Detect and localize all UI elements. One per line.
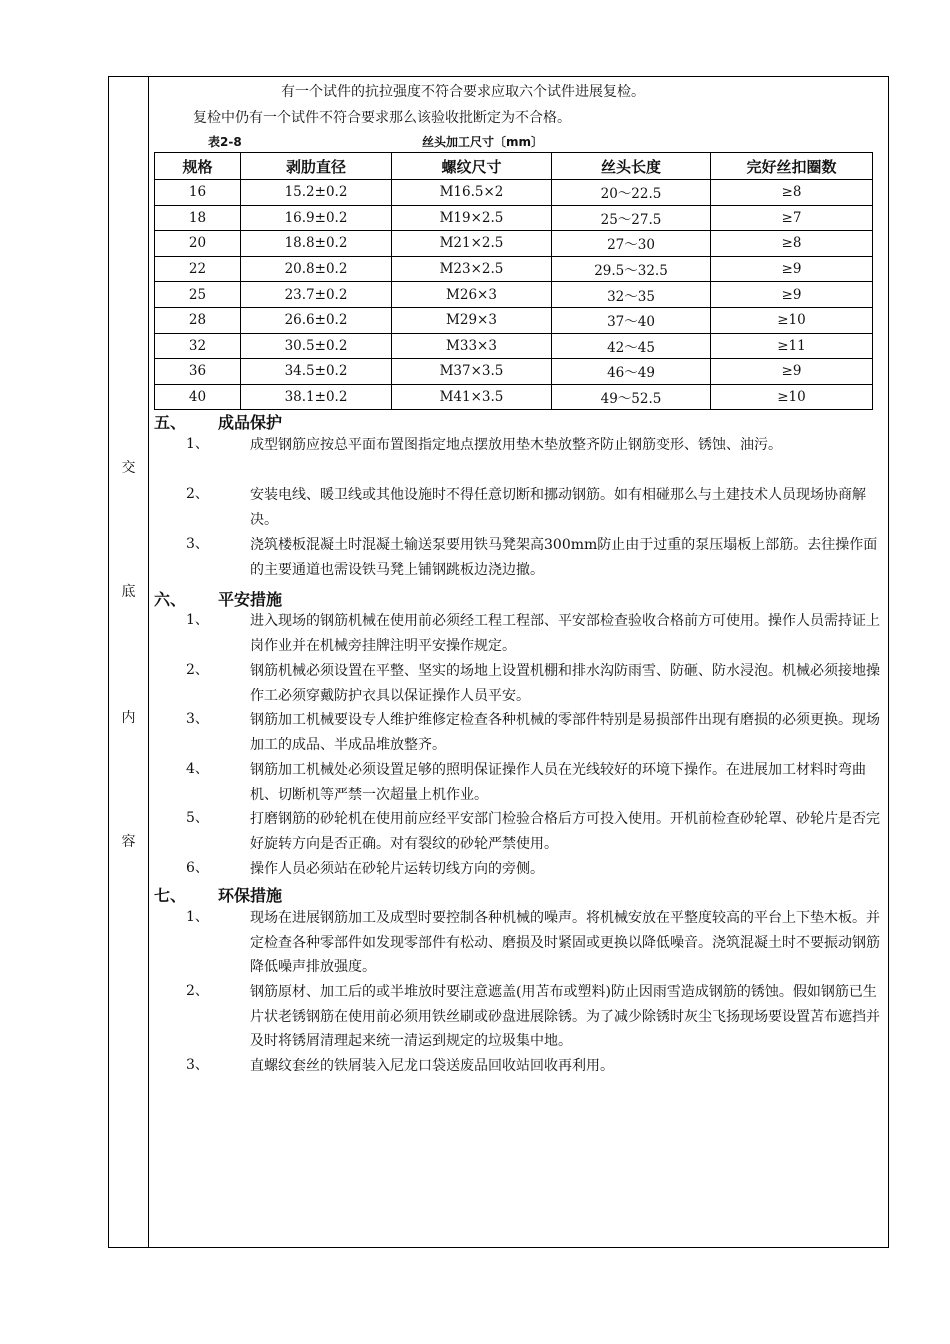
column-header: 规格 (155, 153, 241, 180)
item-number: 5、 (186, 810, 209, 826)
table-cell: ≥7 (711, 205, 873, 231)
table-cell: M33×3 (392, 333, 552, 359)
item-number: 3、 (186, 711, 209, 727)
table-cell: 37～40 (552, 307, 711, 333)
item-number: 1、 (186, 612, 209, 628)
table-cell: ≥8 (711, 180, 873, 206)
table-cell: 46～49 (552, 359, 711, 385)
column-header: 剥肋直径 (241, 153, 392, 180)
table-cell: 26.6±0.2 (241, 307, 392, 333)
table-row (155, 282, 873, 308)
item-text: 钢筋原材、加工后的或半堆放时要注意遮盖(用苫布或塑料)防止因雨雪造成钢筋的锈蚀。假如钢筋已生片状老锈钢筋在使用前必须用铁丝刷或砂盘进展除锈。为了减少除锈时灰尘飞扬现场要设置苫布遮挡并及时将锈屑清理起来统一清运到规定的垃圾集中地。 (250, 984, 880, 1050)
item-number: 2、 (186, 662, 209, 678)
table-cell: 18 (155, 205, 241, 231)
table-cell: ≥10 (711, 307, 873, 333)
section-number: 六、 (154, 590, 187, 609)
item-number: 3、 (186, 1057, 209, 1073)
list-item (154, 906, 884, 980)
table-cell: ≥8 (711, 231, 873, 257)
table-cell: ≥9 (711, 256, 873, 282)
section-number: 七、 (154, 886, 187, 905)
section-title: 成品保护 (218, 413, 283, 432)
item-number: 6、 (186, 860, 209, 876)
table-row (155, 384, 873, 410)
list-item (154, 659, 884, 708)
section-number: 五、 (154, 413, 187, 432)
table-cell: 32 (155, 333, 241, 359)
list-item (154, 483, 884, 532)
item-text: 钢筋机械必须设置在平整、坚实的场地上设置机棚和排水沟防雨雪、防砸、防水浸泡。机械必须接地操作工必须穿戴防护衣具以保证操作人员平安。 (250, 663, 880, 704)
side-label-char: 内 (121, 710, 136, 726)
list-item (154, 1054, 884, 1079)
list-item (154, 807, 884, 856)
list-item (154, 980, 884, 1054)
item-text: 钢筋加工机械要设专人维护维修定检查各种机械的零部件特别是易损部件出现有磨损的必须更换。现场加工的成品、半成品堆放整齐。 (250, 712, 880, 753)
item-text: 成型钢筋应按总平面布置图指定地点摆放用垫木垫放整齐防止钢筋变形、锈蚀、油污。 (250, 437, 782, 453)
section-title: 平安措施 (218, 590, 283, 609)
table-cell: 20～22.5 (552, 180, 711, 206)
table-body (155, 180, 873, 410)
table-cell: M23×2.5 (392, 256, 552, 282)
table-cell: 22 (155, 256, 241, 282)
table-cell: ≥10 (711, 384, 873, 410)
table-cell: 38.1±0.2 (241, 384, 392, 410)
table-cell: 15.2±0.2 (241, 180, 392, 206)
intro-line: 有一个试件的抗拉强度不符合要求应取六个试件进展复检。 (281, 84, 645, 100)
table-cell: 16.9±0.2 (241, 205, 392, 231)
table-header-row (155, 153, 873, 180)
table-row (155, 256, 873, 282)
table-cell: M21×2.5 (392, 231, 552, 257)
list-item (154, 433, 884, 458)
item-number: 3、 (186, 536, 209, 552)
thread-size-table (154, 152, 873, 410)
table-cell: 27～30 (552, 231, 711, 257)
table-cell: 34.5±0.2 (241, 359, 392, 385)
item-text: 安装电线、暖卫线或其他设施时不得任意切断和挪动钢筋。如有相碰那么与土建技术人员现场协商解决。 (250, 487, 866, 528)
item-number: 2、 (186, 486, 209, 502)
item-number: 2、 (186, 983, 209, 999)
table-cell: M37×3.5 (392, 359, 552, 385)
disclosure-form-frame (108, 76, 889, 1248)
list-item (154, 708, 884, 757)
side-label-column (109, 77, 149, 1247)
table-number: 表2-8 (208, 135, 242, 149)
disclosure-content (150, 77, 888, 1247)
table-cell: ≥11 (711, 333, 873, 359)
side-label-char: 交 (121, 460, 136, 476)
table-cell: ≥9 (711, 282, 873, 308)
section-heading (154, 883, 282, 906)
table-cell: 36 (155, 359, 241, 385)
table-cell: 20.8±0.2 (241, 256, 392, 282)
table-cell: 30.5±0.2 (241, 333, 392, 359)
item-text: 进入现场的钢筋机械在使用前必须经工程工程部、平安部检查验收合格前方可使用。操作人员需持证上岗作业并在机械旁挂牌注明平安操作规定。 (250, 613, 880, 654)
table-cell: M16.5×2 (392, 180, 552, 206)
item-text: 浇筑楼板混凝土时混凝土输送泵要用铁马凳架高300mm防止由于过重的泵压塌板上部筋。去往操作面的主要通道也需设铁马凳上铺钢跳板边浇边撤。 (250, 537, 878, 578)
item-number: 1、 (186, 436, 209, 452)
table-cell: M19×2.5 (392, 205, 552, 231)
column-header: 完好丝扣圈数 (711, 153, 873, 180)
item-text: 直螺纹套丝的铁屑装入尼龙口袋送废品回收站回收再利用。 (250, 1058, 614, 1074)
table-cell: 49～52.5 (552, 384, 711, 410)
side-label-char: 底 (121, 584, 136, 600)
table-cell: 28 (155, 307, 241, 333)
list-item (154, 758, 884, 807)
table-row (155, 180, 873, 206)
list-item (154, 609, 884, 658)
table-row (155, 205, 873, 231)
intro-line: 复检中仍有一个试件不符合要求那么该验收批断定为不合格。 (193, 110, 571, 126)
table-cell: M26×3 (392, 282, 552, 308)
item-text: 操作人员必须站在砂轮片运转切线方向的旁侧。 (250, 861, 544, 877)
table-cell: 18.8±0.2 (241, 231, 392, 257)
list-item (154, 857, 884, 882)
table-cell: 16 (155, 180, 241, 206)
table-cell: 25 (155, 282, 241, 308)
table-cell: 29.5～32.5 (552, 256, 711, 282)
table-title: 丝头加工尺寸〔mm〕 (422, 135, 544, 149)
item-text: 钢筋加工机械处必须设置足够的照明保证操作人员在光线较好的环境下操作。在进展加工材料时弯曲机、切断机等严禁一次超量上机作业。 (250, 762, 866, 803)
table-cell: 20 (155, 231, 241, 257)
table-cell: 23.7±0.2 (241, 282, 392, 308)
item-number: 4、 (186, 761, 209, 777)
section-heading (154, 587, 282, 610)
table-row (155, 231, 873, 257)
item-number: 1、 (186, 909, 209, 925)
item-text: 现场在进展钢筋加工及成型时要控制各种机械的噪声。将机械安放在平整度较高的平台上下垫木板。并定检查各种零部件如发现零部件有松动、磨损及时紧固或更换以降低噪音。浇筑混凝土时不要振动钢筋降低噪声排放强度。 (250, 910, 880, 976)
column-header: 丝头长度 (552, 153, 711, 180)
section-title: 环保措施 (218, 886, 283, 905)
table-cell: ≥9 (711, 359, 873, 385)
table-row (155, 307, 873, 333)
section-heading (154, 410, 282, 433)
table-cell: 25～27.5 (552, 205, 711, 231)
item-text: 打磨钢筋的砂轮机在使用前应经平安部门检验合格后方可投入使用。开机前检查砂轮罩、砂轮片是否完好旋转方向是否正确。对有裂纹的砂轮严禁使用。 (250, 811, 880, 852)
table-cell: 40 (155, 384, 241, 410)
table-cell: M29×3 (392, 307, 552, 333)
table-cell: 42～45 (552, 333, 711, 359)
table-row (155, 359, 873, 385)
table-cell: M41×3.5 (392, 384, 552, 410)
side-label-char: 容 (121, 834, 136, 850)
table-row (155, 333, 873, 359)
column-header: 螺纹尺寸 (392, 153, 552, 180)
list-item (154, 533, 884, 582)
table-cell: 32～35 (552, 282, 711, 308)
